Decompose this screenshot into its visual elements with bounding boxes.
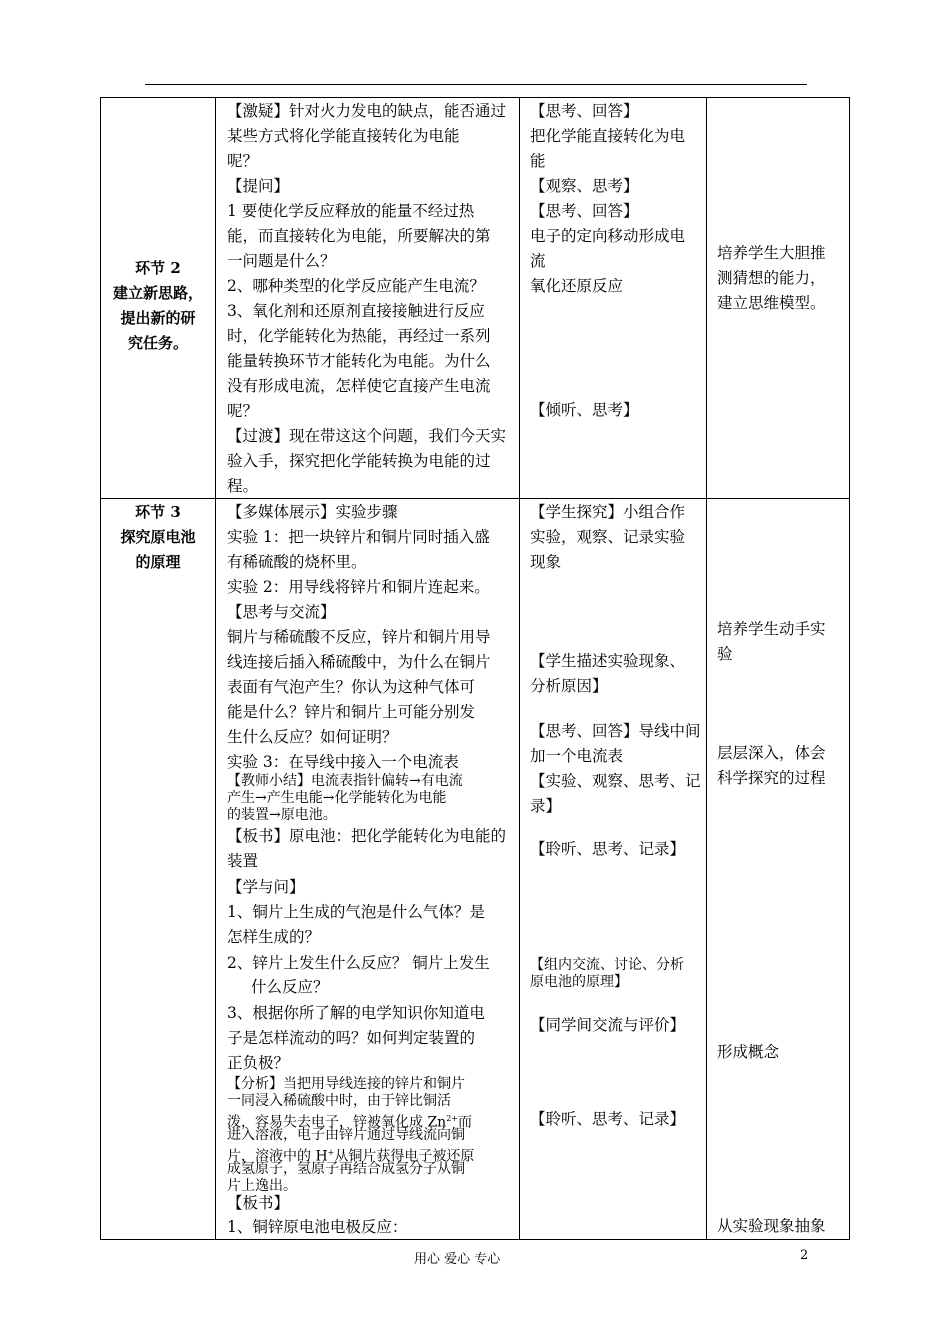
stage-text: 环节 2 [135, 259, 181, 277]
teacher-line: 【教师小结】电流表指针偏转→有电流 [227, 773, 463, 789]
lesson-table [100, 97, 850, 1240]
teacher-line: 的装置→原电池。 [227, 807, 337, 823]
teacher-line: 生什么反应？如何证明？ [227, 728, 398, 746]
purpose-line: 建立思维模型。 [717, 294, 826, 312]
student-line: 【思考、回答】导线中间 [530, 722, 701, 740]
teacher-activity-cell [216, 499, 520, 1240]
teacher-line: 呢？ [227, 152, 259, 170]
table-row [101, 499, 850, 1240]
teacher-line: 什么反应？ [251, 978, 329, 996]
student-line: 【同学间交流与评价】 [530, 1016, 686, 1034]
teacher-line: 某些方式将化学能直接转化为电能 [227, 127, 460, 145]
teacher-line: 没有形成电流，怎样使它直接产生电流 [227, 377, 491, 395]
student-line: 原电池的原理】 [530, 974, 628, 990]
student-line: 实验，观察、记录实验 [530, 528, 686, 546]
teacher-line: 进入溶液，电子由锌片通过导线流向铜 [227, 1127, 465, 1143]
purpose-cell [707, 98, 850, 499]
teacher-line: 泼，容易失去电子，锌被氧化成 $Zn^{2+}$而 [227, 1114, 472, 1131]
student-line: 氧化还原反应 [530, 277, 624, 295]
teacher-line: 【多媒体展示】实验步骤 [227, 503, 398, 521]
teacher-line: 铜片与稀硫酸不反应，锌片和铜片用导 [227, 628, 491, 646]
teacher-line: 线连接后插入稀硫酸中，为什么在铜片 [227, 653, 491, 671]
student-line: 【学生描述实验现象、 [530, 652, 686, 670]
student-line: 【实验、观察、思考、记 [530, 772, 701, 790]
teacher-line: 实验 1：把一块锌片和铜片同时插入盛 [227, 528, 490, 546]
footer-text: 用心 爱心 专心 [414, 1252, 501, 1267]
stage-text: 究任务。 [127, 334, 188, 352]
student-line: 【组内交流、讨论、分析 [530, 957, 684, 973]
teacher-line: 子是怎样流动的吗？如何判定装置的 [227, 1029, 476, 1047]
teacher-activity-cell [216, 98, 520, 499]
stage-text: 的原理 [135, 553, 181, 571]
teacher-line: 能是什么？锌片和铜片上可能分别发 [227, 703, 476, 721]
student-activity-cell [520, 98, 707, 499]
teacher-line: 1、铜片上生成的气泡是什么气体？是 [227, 903, 485, 921]
header-rule [145, 84, 807, 85]
stage-cell [101, 98, 216, 499]
student-line: 电子的定向移动形成电 [530, 227, 686, 245]
student-line: 【思考、回答】 [530, 102, 639, 120]
teacher-line: 3、根据你所了解的电学知识你知道电 [227, 1004, 485, 1022]
student-line: 加一个电流表 [530, 747, 624, 765]
teacher-line: 正负极？ [227, 1054, 290, 1072]
teacher-line: 一问题是什么？ [227, 252, 336, 270]
purpose-line: 验 [717, 645, 733, 663]
purpose-cell [707, 499, 850, 1240]
teacher-line: 3、氧化剂和还原剂直接接触进行反应 [227, 302, 485, 320]
teacher-line: 【思考与交流】 [227, 603, 336, 621]
student-line: 现象 [530, 553, 562, 571]
student-activity-cell [520, 499, 707, 1240]
teacher-line: 片上逸出。 [227, 1178, 297, 1194]
teacher-line: 2、锌片上发生什么反应？ 铜片上发生 [227, 954, 490, 972]
student-line: 流 [530, 252, 546, 270]
teacher-line: 1 要使化学反应释放的能量不经过热 [227, 202, 475, 220]
student-line: 能 [530, 152, 546, 170]
purpose-line: 从实验现象抽象 [717, 1217, 826, 1235]
teacher-line: 实验 2：用导线将锌片和铜片连起来。 [227, 578, 490, 596]
teacher-line: 一同浸入稀硫酸中时，由于锌比铜活 [227, 1093, 451, 1109]
purpose-line: 形成概念 [717, 1043, 780, 1061]
stage-text: 提出新的研 [120, 309, 196, 327]
student-line: 【学生探究】小组合作 [530, 503, 686, 521]
purpose-line: 测猜想的能力， [717, 269, 826, 287]
student-line: 录】 [530, 797, 562, 815]
student-line: 【倾听、思考】 [530, 401, 639, 419]
teacher-line: 2、哪种类型的化学反应能产生电流？ [227, 277, 485, 295]
stage-text: 探究原电池 [120, 528, 196, 546]
teacher-line: 【板书】原电池：把化学能转化为电能的 [227, 827, 507, 845]
teacher-line: 验入手，探究把化学能转换为电能的过 [227, 452, 491, 470]
teacher-line: 实验 3：在导线中接入一个电流表 [227, 753, 459, 771]
stage-cell [101, 499, 216, 1240]
teacher-line: 表面有气泡产生？你认为这种气体可 [227, 678, 476, 696]
stage-text: 建立新思路， [112, 284, 203, 302]
teacher-line: 产生→产生电能→化学能转化为电能 [227, 790, 447, 806]
teacher-line: 成氢原子，氢原子再结合成氢分子从铜 [227, 1161, 465, 1177]
teacher-line: 【过渡】现在带这这个问题，我们今天实 [227, 427, 507, 445]
teacher-line: 呢？ [227, 402, 259, 420]
page-number: 2 [800, 1248, 809, 1263]
table-row [101, 98, 850, 499]
student-line: 把化学能直接转化为电 [530, 127, 686, 145]
teacher-line: 程。 [227, 477, 259, 495]
teacher-line: 怎样生成的？ [227, 928, 321, 946]
student-line: 【聆听、思考、记录】 [530, 1110, 686, 1128]
purpose-line: 培养学生动手实 [717, 620, 826, 638]
teacher-line: 有稀硫酸的烧杯里。 [227, 553, 367, 571]
teacher-line: 【板书】 [227, 1194, 290, 1212]
purpose-line: 层层深入，体会 [717, 744, 826, 762]
teacher-line: 1、铜锌原电池电极反应： [227, 1218, 408, 1236]
teacher-line: 【学与问】 [227, 878, 305, 896]
purpose-line: 科学探究的过程 [717, 769, 826, 787]
student-line: 【聆听、思考、记录】 [530, 840, 686, 858]
teacher-line: 片，溶液中的 H+从铜片获得电子被还原 [227, 1148, 475, 1165]
student-line: 【观察、思考】 [530, 177, 639, 195]
student-line: 【思考、回答】 [530, 202, 639, 220]
teacher-line: 【分析】当把用导线连接的锌片和铜片 [227, 1076, 465, 1092]
teacher-line: 能，而直接转化为电能，所要解决的第 [227, 227, 491, 245]
purpose-line: 培养学生大胆推 [717, 244, 826, 262]
teacher-line: 【激疑】针对火力发电的缺点，能否通过 [227, 102, 507, 120]
teacher-line: 装置 [227, 852, 259, 870]
teacher-line: 能量转换环节才能转化为电能。为什么 [227, 352, 491, 370]
teacher-line: 时，化学能转化为热能，再经过一系列 [227, 327, 491, 345]
stage-text: 环节 3 [135, 503, 181, 521]
student-line: 分析原因】 [530, 677, 608, 695]
teacher-line: 【提问】 [227, 177, 290, 195]
